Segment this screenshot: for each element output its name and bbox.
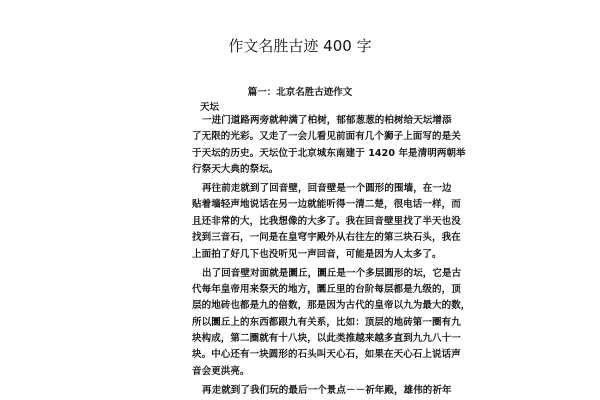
text-line: 再走就到了我们玩的最后一个景点－－祈年殿，雄伟的祈年: [202, 384, 452, 396]
paragraph-3: [192, 266, 471, 381]
document-title: 作文名胜古迹 400 字: [228, 37, 372, 55]
paragraph-2: [192, 181, 461, 263]
text-line: 再往前走就到了回音壁，回音壁是一个圆形的围墙，在一边: [202, 183, 452, 195]
text-line: 代每年皇帝用来祭天的地方，圜丘里的台阶每层都是九级的，顶: [192, 283, 461, 295]
text-line: 所以圜丘上的东西都跟九有关系，比如：顶层的地砖第一圈有九: [192, 316, 461, 328]
text-line: 贴着墙轻声地说话在另一边就能听得一清二楚，很电话一样，而: [192, 199, 461, 211]
paragraph-1: [192, 113, 466, 179]
text-line: 块构成，第二圈就有十八块，以此类推越来越多直到九九八十一: [192, 333, 461, 345]
paragraph-4: [192, 383, 452, 399]
essay-body: [192, 113, 471, 399]
text-line: 音会更洪亮。: [192, 365, 250, 377]
text-line: 层的地砖也都是九的倍数，那是因为古代的皇帝以九为最大的数，: [192, 300, 471, 312]
essay-subject: 天坛: [200, 102, 220, 113]
text-line: 找到三音石，一问是在皇穹宇殿外从右往左的第三块石头，我在: [192, 232, 461, 244]
text-line: 行祭天大典的祭坛。: [192, 164, 279, 176]
section-heading: 篇一：北京名胜古迹作文: [247, 87, 353, 98]
text-line: 出了回音壁对面就是圜丘，圜丘是一个多层圆形的坛，它是古: [202, 267, 462, 279]
text-line: 了无限的光彩。又走了一会儿看见前面有几个狮子上面写的是关: [192, 131, 461, 143]
text-line: 块。中心还有一块圆形的石头叫天心石，如果在天心石上说话声: [192, 349, 461, 361]
text-line: 于天坛的历史。天坛位于北京城东南建于 1420 年是清明两朝举: [192, 147, 466, 159]
text-line: 且还非常的大，比我想像的大多了。我在回音壁里找了半天也没: [192, 215, 461, 227]
text-line: 上面拍了好几下也没听见一声回音，可能是因为人太多了。: [192, 248, 442, 260]
text-line: 一进门道路两旁就种满了柏树，郁郁葱葱的柏树给天坛增添: [202, 115, 452, 126]
